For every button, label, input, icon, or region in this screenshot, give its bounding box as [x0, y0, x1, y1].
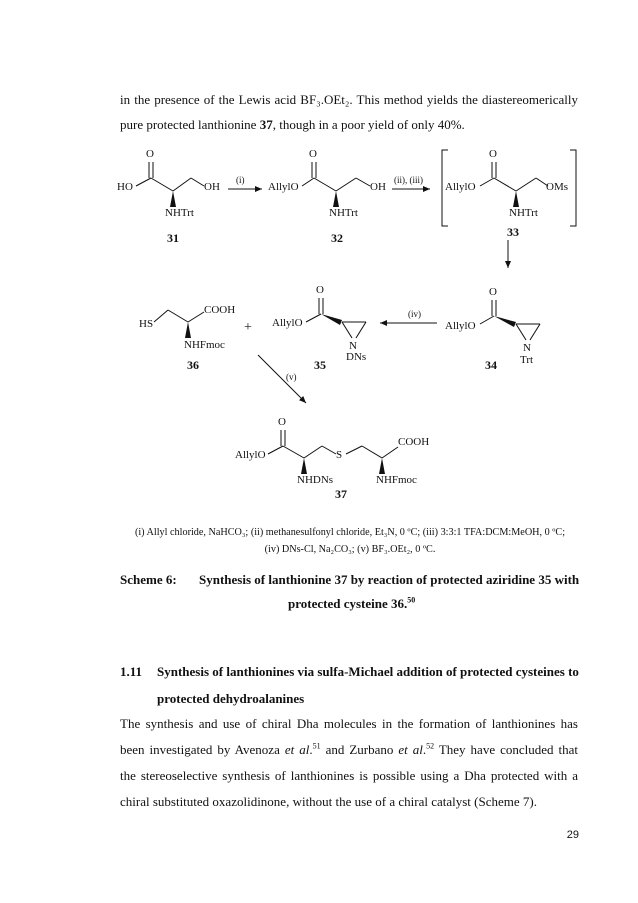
atom-label: N — [523, 342, 531, 354]
compound-31 — [117, 148, 220, 245]
compound-label-31: 31 — [167, 231, 179, 245]
atom-label: AllylO — [445, 181, 476, 193]
compound-36 — [139, 304, 235, 372]
body-line-1: The synthesis and use of chiral Dha molecules in the formation of lanthionines has — [120, 716, 578, 731]
conditions-line-2: (iv) DNs-Cl, Na₂CO₃; (v) BF₃.OEt₂, 0 ºC. — [264, 544, 436, 555]
compound-35 — [272, 284, 366, 372]
atom-label: AllylO — [235, 449, 266, 461]
atom-label: OMs — [546, 181, 569, 193]
body-line-4: chiral substituted oxazolidinone, without the use of a chiral catalyst (Scheme 7). — [120, 794, 537, 809]
atom-label: AllylO — [272, 317, 303, 329]
citation-ref: 50 — [407, 595, 416, 605]
atom-label: NHTrt — [165, 207, 194, 219]
intro-paragraph — [120, 87, 578, 137]
atom-label: O — [316, 284, 324, 296]
intro-line-1: in the presence of the Lewis acid BF₃.OEt₂. This method yields the diastereomerically — [120, 92, 578, 107]
atom-label: NHTrt — [329, 207, 358, 219]
section-title-1: Synthesis of lanthionines via sulfa-Michael addition of protected cysteines to — [157, 664, 579, 679]
atom-label: DNs — [346, 351, 367, 363]
step-label-iv: (iv) — [408, 309, 421, 319]
atom-label: HO — [117, 181, 133, 193]
citation-ref: 52 — [426, 741, 435, 751]
compound-33 — [445, 148, 568, 239]
atom-label: O — [146, 148, 154, 160]
body-line-2: been investigated by Avenoza et al.$^{51}$ and Zurbano et al.$^{52}$ They have concluded that — [120, 741, 578, 757]
atom-label: NHFmoc — [184, 339, 225, 351]
citation-ref: 51 — [312, 741, 321, 751]
section-title-2: protected dehydroalanines — [157, 691, 305, 706]
compound-37 — [235, 416, 429, 501]
compound-label-34: 34 — [485, 358, 497, 372]
section-number: 1.11 — [120, 664, 143, 679]
compound-label-36: 36 — [187, 358, 199, 372]
scheme-caption-text-1: Synthesis of lanthionine 37 by reaction of protected aziridine 35 with — [199, 572, 580, 587]
compound-label-32: 32 — [331, 231, 343, 245]
atom-label: OH — [370, 181, 386, 193]
atom-label: O — [489, 148, 497, 160]
compound-label-33: 33 — [507, 225, 519, 239]
atom-label: COOH — [204, 304, 236, 316]
compound-label-35: 35 — [314, 358, 326, 372]
atom-label: O — [489, 286, 497, 298]
atom-label: S — [336, 449, 343, 461]
atom-label: NHFmoc — [376, 474, 417, 486]
plus-sign: + — [244, 320, 252, 335]
intro-line-2: pure protected lanthionine 37, though in a poor yield of only 40%. — [120, 117, 465, 132]
compound-ref-37: 37 — [259, 117, 273, 132]
step-label-i: (i) — [236, 175, 245, 185]
step-label-v: (v) — [286, 372, 297, 382]
step-label-ii-iii: (ii), (iii) — [394, 175, 423, 185]
compound-label-37: 37 — [335, 487, 347, 501]
compound-34 — [445, 286, 540, 372]
atom-label: AllylO — [445, 320, 476, 332]
atom-label: NHTrt — [509, 207, 538, 219]
scheme-caption-label: Scheme 6: — [120, 572, 177, 587]
atom-label: O — [309, 148, 317, 160]
right-bracket — [570, 150, 576, 226]
reaction-scheme — [0, 140, 638, 510]
atom-label: HS — [139, 318, 154, 330]
atom-label: Trt — [520, 354, 534, 366]
page-number: 29 — [566, 829, 579, 841]
atom-label: NHDNs — [297, 474, 334, 486]
body-line-3: the stereoselective synthesis of lanthionines is possible using a Dha protected with a — [120, 768, 578, 783]
conditions-line-1: (i) Allyl chloride, NaHCO₃; (ii) methanesulfonyl chloride, Et₃N, 0 ºC; (iii) 3:3:1 TFA:DCM:MeOH, 0 ºC; — [134, 527, 566, 538]
body-paragraph — [120, 711, 578, 815]
atom-label: AllylO — [268, 181, 299, 193]
scheme-caption-text-2: protected cysteine 36.50 — [288, 595, 416, 611]
atom-label: OH — [204, 181, 220, 193]
atom-label: O — [278, 416, 286, 428]
atom-label: COOH — [398, 436, 430, 448]
reaction-conditions — [120, 524, 580, 558]
compound-32 — [268, 148, 386, 245]
reaction-arrow-v — [258, 355, 306, 403]
atom-label: N — [349, 340, 357, 352]
